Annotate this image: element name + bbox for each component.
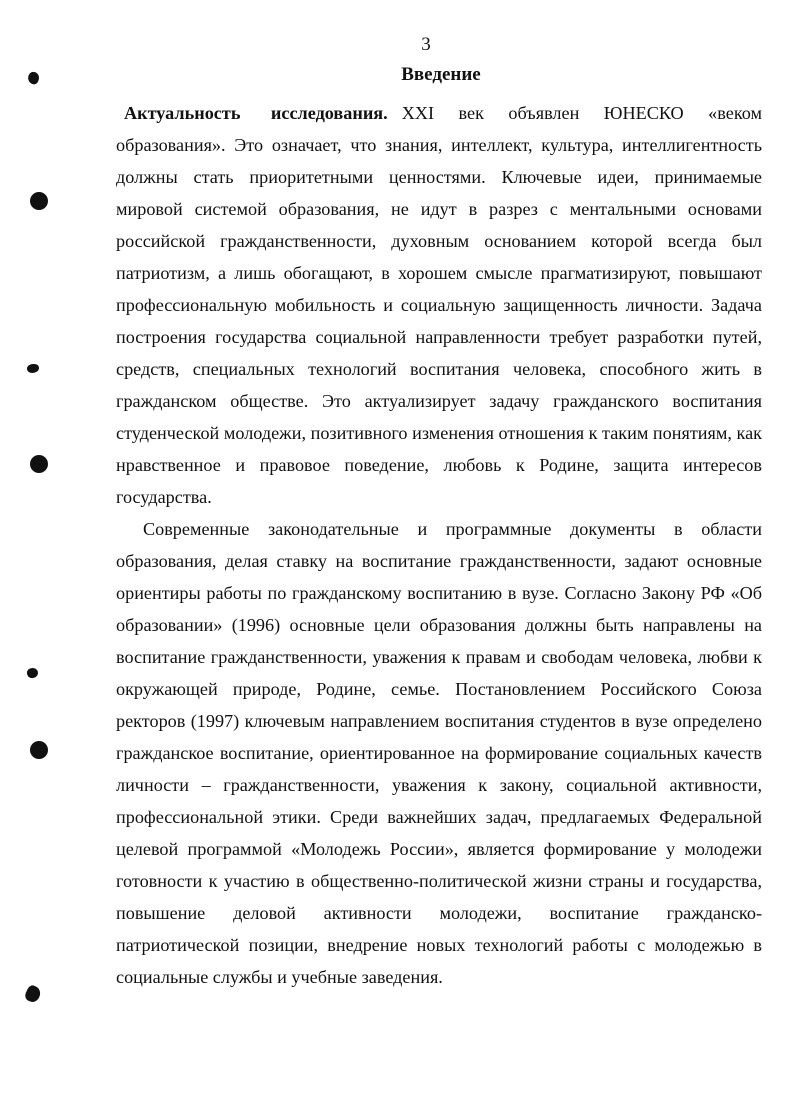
paragraph-1 — [116, 97, 762, 513]
binder-hole — [30, 192, 48, 210]
section-heading: Введение — [401, 64, 481, 85]
scan-speck — [27, 364, 39, 373]
scan-speck — [23, 984, 42, 1004]
paragraph-text: XXI век объявлен ЮНЕСКО «веком образования». Это означает, что знания, интеллект, культура, интеллигентность должны стать приоритетными ценностями. Ключевые идеи, принимаемые мировой системой образования, не идут в разрез с ментальными основами российской гражданственности, духовным основанием которой всегда был патриотизм, а лишь обогащают, в хорошем смысле прагматизируют, повышают профессиональную мобильность и социальную защищенность личности. Задача построения государства социальной направленности требует разработки путей, средств, специальных технологий воспитания человека, способного жить в гражданском обществе. Это актуализирует задачу гражданского воспитания студенческой молодежи, позитивного изменения отношения к таким понятиям, как нравственное и правовое поведение, любовь к Родине, защита интересов государства. — [116, 103, 762, 507]
scan-speck — [26, 667, 39, 680]
binder-hole — [30, 455, 48, 473]
body-text — [116, 97, 762, 993]
page-number: 3 — [421, 34, 431, 55]
binder-hole — [30, 741, 48, 759]
paragraph-2: Современные законодательные и программные документы в области образования, делая ставку на воспитание гражданственности, задают основные ориентиры работы по гражданскому воспитанию в вузе. Согласно Закону РФ «Об образовании» (1996) основные цели образования должны быть направлены на воспитание гражданственности, уважения к правам и свободам человека, любви к окружающей природе, Родине, семье. Постановлением Российского Союза ректоров (1997) ключевым направлением воспитания студентов в вузе определено гражданское воспитание, ориентированное на формирование социальных качеств личности – гражданственности, уважения к закону, социальной активности, профессиональной этики. Среди важнейших задач, предлагаемых Федеральной целевой программой «Молодежь России», является формирование у молодежи готовности к участию в общественно-политической жизни страны и государства, повышение деловой активности молодежи, воспитание гражданско-патриотической позиции, внедрение новых технологий работы с молодежью в социальные службы и учебные заведения. — [116, 519, 762, 987]
paragraph-lead: Актуальность исследования. — [124, 103, 388, 123]
